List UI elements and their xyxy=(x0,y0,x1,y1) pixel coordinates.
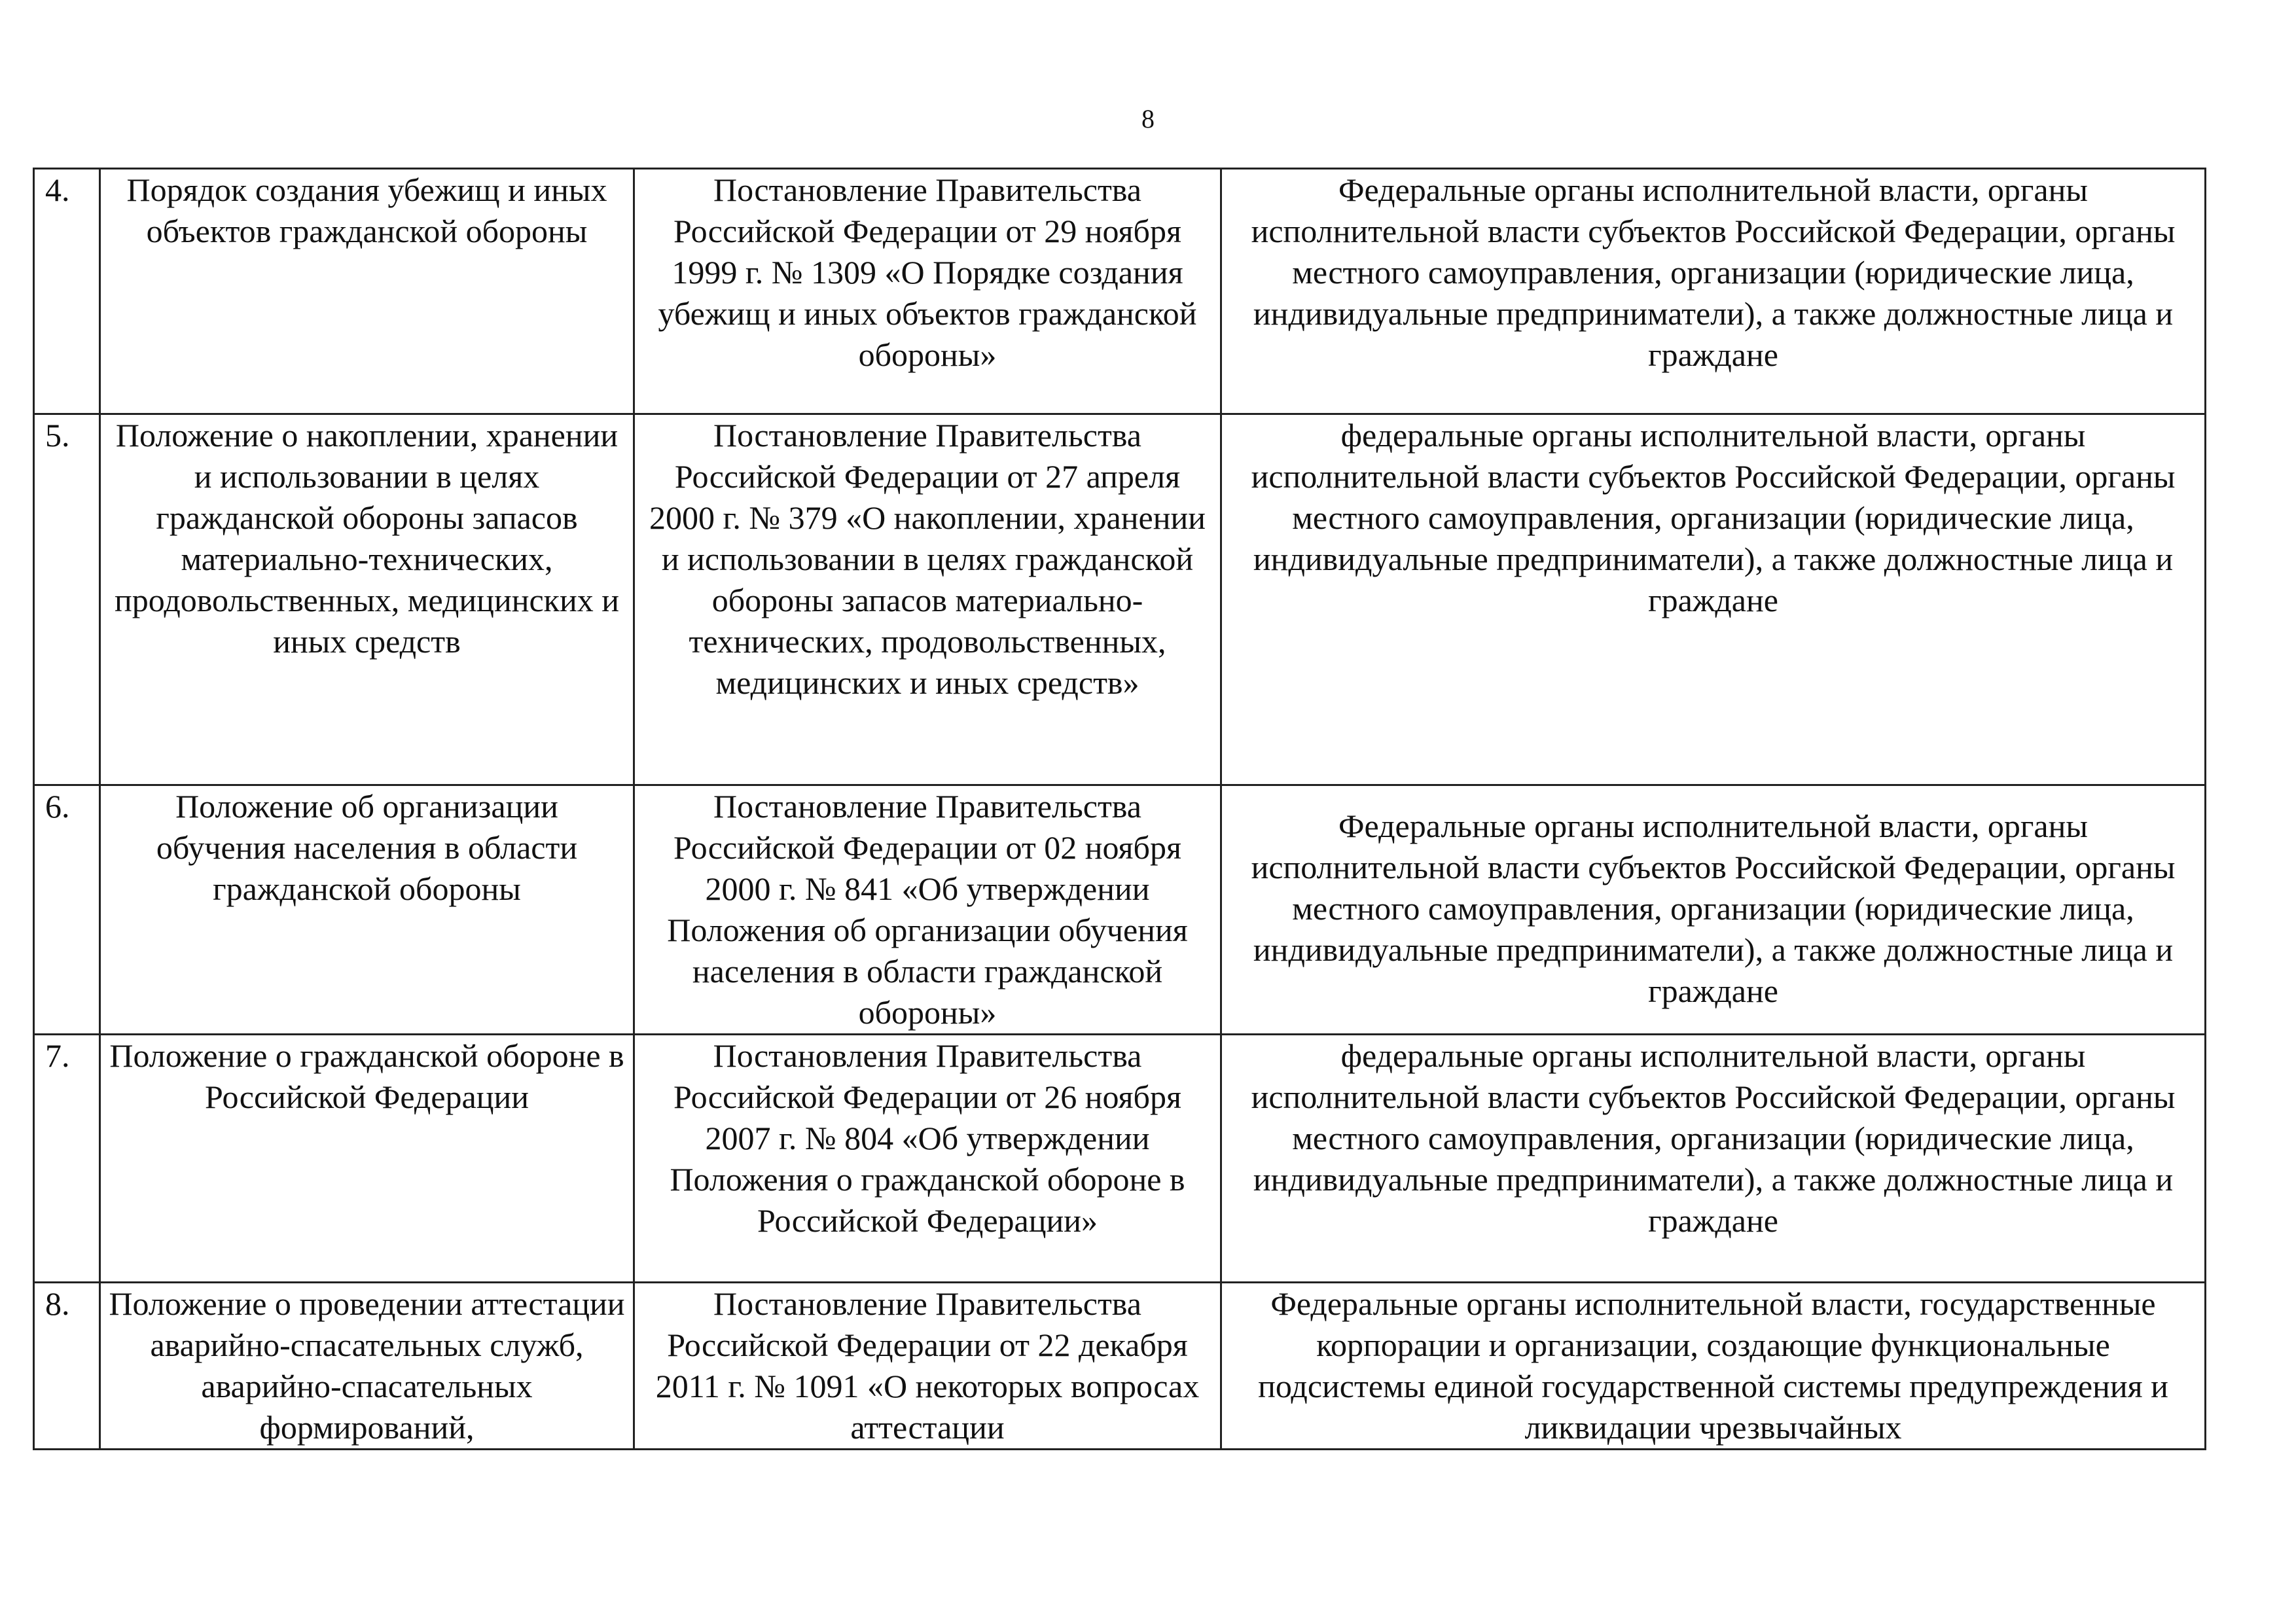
row-number: 4. xyxy=(34,169,100,414)
row-number: 7. xyxy=(34,1035,100,1283)
applicable-subjects xyxy=(1221,785,2206,1035)
applicable-subjects xyxy=(1221,414,2206,785)
row-number: 6. xyxy=(34,785,100,1035)
document-name: Порядок создания убежищ и иных объектов гражданской обороны xyxy=(100,169,634,414)
page-number: 8 xyxy=(1141,104,1155,134)
table-row xyxy=(34,1035,2206,1283)
legal-act: Постановления Правительства Российской Федерации от 26 ноября 2007 г. № 804 «Об утверждении Положения о гражданской обороне в Российской Федерации» xyxy=(634,1035,1221,1283)
row-number: 8. xyxy=(34,1283,100,1450)
table-row xyxy=(34,785,2206,1035)
legal-act: Постановление Правительства Российской Федерации от 27 апреля 2000 г. № 379 «О накоплении, хранении и использовании в целях гражданской обороны запасов материально-технических, продовольственных, медицинских и иных средств» xyxy=(634,414,1221,785)
document-name: Положение о накоплении, хранении и использовании в целях гражданской обороны запасов материально-технических, продовольственных, медицинских и иных средств xyxy=(100,414,634,785)
legal-act: Постановление Правительства Российской Федерации от 22 декабря 2011 г. № 1091 «О некоторых вопросах аттестации xyxy=(634,1283,1221,1450)
applicable-subjects xyxy=(1221,1283,2206,1450)
applicable-subjects xyxy=(1221,1035,2206,1283)
row-number: 5. xyxy=(34,414,100,785)
applicable-subjects-text: федеральные органы исполнительной власти, органы исполнительной власти субъектов Российской Федерации, органы местного самоуправления, организации (юридические лица, индивидуальные предприниматели), а также должностные лица и граждане xyxy=(1251,417,2176,618)
applicable-subjects-text: федеральные органы исполнительной власти, органы исполнительной власти субъектов Российской Федерации, органы местного самоуправления, организации (юридические лица, индивидуальные предприниматели), а также должностные лица и граждане xyxy=(1251,1037,2176,1239)
table-row xyxy=(34,1283,2206,1450)
applicable-subjects-text: Федеральные органы исполнительной власти, государственные корпорации и организации, создающие функциональные подсистемы единой государственной системы предупреждения и ликвидации чрезвычайных xyxy=(1258,1285,2168,1446)
applicable-subjects-text: Федеральные органы исполнительной власти, органы исполнительной власти субъектов Российской Федерации, органы местного самоуправления, организации (юридические лица, индивидуальные предприниматели), а также должностные лица и граждане xyxy=(1251,808,2176,1009)
applicable-subjects xyxy=(1221,169,2206,414)
table-row xyxy=(34,414,2206,785)
legal-act: Постановление Правительства Российской Федерации от 02 ноября 2000 г. № 841 «Об утверждении Положения об организации обучения населения в области гражданской обороны» xyxy=(634,785,1221,1035)
legal-act: Постановление Правительства Российской Федерации от 29 ноября 1999 г. № 1309 «О Порядке создания убежищ и иных объектов гражданской обороны» xyxy=(634,169,1221,414)
document-name: Положение о проведении аттестации аварийно-спасательных служб, аварийно-спасательных формирований, xyxy=(100,1283,634,1450)
document-name: Положение об организации обучения населения в области гражданской обороны xyxy=(100,785,634,1035)
applicable-subjects-text: Федеральные органы исполнительной власти, органы исполнительной власти субъектов Российской Федерации, органы местного самоуправления, организации (юридические лица, индивидуальные предприниматели), а также должностные лица и граждане xyxy=(1251,171,2176,373)
regulations-table xyxy=(33,168,2206,1450)
table-row xyxy=(34,169,2206,414)
document-name: Положение о гражданской обороне в Российской Федерации xyxy=(100,1035,634,1283)
